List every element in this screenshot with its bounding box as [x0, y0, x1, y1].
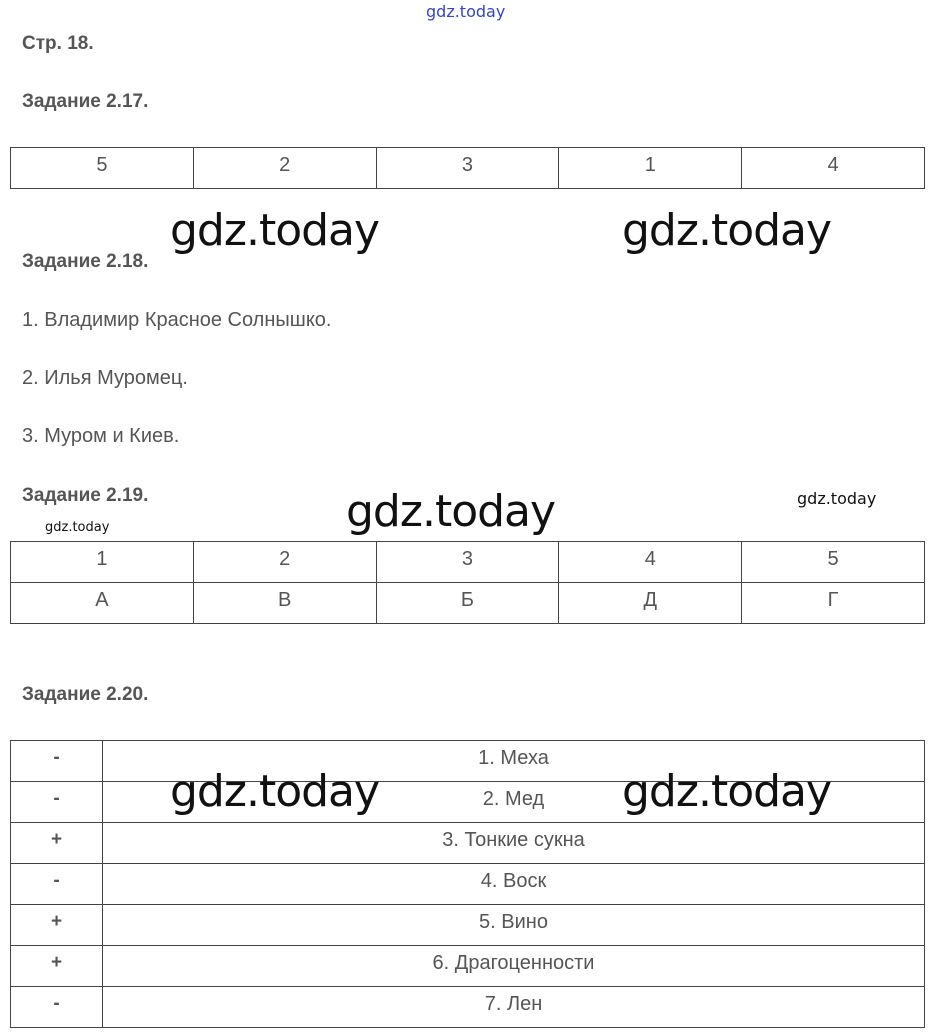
page-label: Стр. 18. [22, 33, 94, 54]
watermark-top: gdz.today [426, 2, 506, 21]
table-row [11, 542, 925, 583]
table-cell: 2 [193, 542, 376, 583]
task-2-18-line-1: 1. Владимир Красное Солнышко. [22, 309, 332, 331]
sign-cell: + [11, 946, 103, 987]
table-cell: 4 [742, 148, 925, 189]
table-cell: 1 [559, 148, 742, 189]
table-cell: 4 [559, 542, 742, 583]
table-cell: Д [559, 583, 742, 624]
watermark-small-left: gdz.today [45, 520, 110, 535]
watermark-small-right: gdz.today [797, 489, 877, 508]
sign-cell: - [11, 987, 103, 1028]
task-2-17-table [10, 147, 925, 189]
item-cell: 4. Воск [103, 864, 925, 905]
table-cell: 5 [11, 148, 194, 189]
item-cell: 6. Драгоценности [103, 946, 925, 987]
table-row [11, 987, 925, 1028]
table-cell: В [193, 583, 376, 624]
task-2-18-line-2: 2. Илья Муромец. [22, 367, 188, 389]
table-row [11, 583, 925, 624]
table-cell: 1 [11, 542, 194, 583]
table-row [11, 905, 925, 946]
sign-cell: - [11, 741, 103, 782]
table-row [11, 864, 925, 905]
item-cell: 5. Вино [103, 905, 925, 946]
task-2-19-table [10, 541, 925, 624]
table-cell: Г [742, 583, 925, 624]
task-2-18-title: Задание 2.18. [22, 251, 149, 272]
sign-cell: + [11, 823, 103, 864]
item-cell: 3. Тонкие сукна [103, 823, 925, 864]
watermark-big-1: gdz.today [170, 205, 380, 256]
sign-cell: - [11, 782, 103, 823]
item-cell: 2. Мед [103, 782, 925, 823]
sign-cell: - [11, 864, 103, 905]
task-2-18-line-3: 3. Муром и Киев. [22, 425, 180, 447]
watermark-big-5: gdz.today [622, 766, 832, 817]
item-cell: 1. Меха [103, 741, 925, 782]
sign-cell: + [11, 905, 103, 946]
watermark-big-2: gdz.today [622, 205, 832, 256]
task-2-17-title: Задание 2.17. [22, 91, 149, 112]
table-row [11, 946, 925, 987]
table-cell: 3 [376, 148, 559, 189]
task-2-20-title: Задание 2.20. [22, 684, 149, 705]
item-cell: 7. Лен [103, 987, 925, 1028]
table-row [11, 823, 925, 864]
watermark-big-4: gdz.today [170, 766, 380, 817]
table-cell: А [11, 583, 194, 624]
table-cell: 2 [193, 148, 376, 189]
table-row [11, 148, 925, 189]
table-cell: Б [376, 583, 559, 624]
task-2-19-title: Задание 2.19. [22, 485, 149, 506]
watermark-big-3: gdz.today [346, 486, 556, 537]
table-cell: 3 [376, 542, 559, 583]
table-cell: 5 [742, 542, 925, 583]
